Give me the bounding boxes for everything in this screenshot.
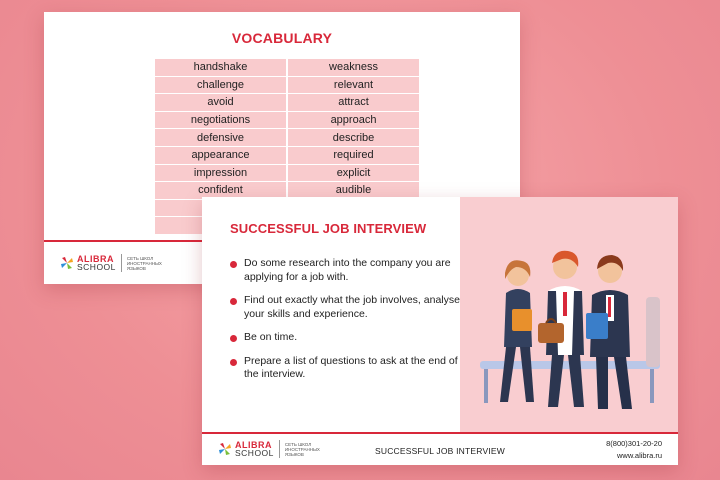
table-cell: weakness xyxy=(287,59,419,76)
table-cell: audible xyxy=(287,182,419,200)
logo-tagline: СЕТЬ ШКОЛ ИНОСТРАННЫХ ЯЗЫКОВ xyxy=(126,255,162,271)
job-candidates-illustration xyxy=(460,197,678,432)
table-cell: appearance xyxy=(155,146,287,164)
table-cell: attract xyxy=(287,94,419,112)
contact-info xyxy=(606,438,662,462)
table-row xyxy=(155,94,419,112)
table-cell: describe xyxy=(287,129,419,147)
table-row xyxy=(155,129,419,147)
table-row xyxy=(155,146,419,164)
table-cell: approach xyxy=(287,111,419,129)
table-cell: handshake xyxy=(155,59,287,76)
table-cell: relevant xyxy=(287,76,419,94)
logo-line2: SCHOOL xyxy=(77,262,116,272)
table-cell: negotiations xyxy=(155,111,287,129)
table-cell: defensive xyxy=(155,129,287,147)
vocabulary-title: VOCABULARY xyxy=(231,30,333,46)
table-row xyxy=(155,164,419,182)
table-row xyxy=(155,59,419,76)
footer-title: SUCCESSFUL JOB INTERVIEW xyxy=(375,446,505,456)
alibra-logo xyxy=(60,254,161,272)
tips-list xyxy=(230,257,462,392)
logo-line1: ALIBRA xyxy=(77,254,114,264)
logo-line1: ALIBRA xyxy=(235,440,272,450)
table-cell: challenge xyxy=(155,76,287,94)
logo-tagline: СЕТЬ ШКОЛ ИНОСТРАННЫХ ЯЗЫКОВ xyxy=(284,441,320,457)
alibra-logo-icon xyxy=(60,256,74,270)
list-item: Prepare a list of questions to ask at the end of the interview. xyxy=(230,355,462,382)
table-cell: required xyxy=(287,146,419,164)
table-cell: avoid xyxy=(155,94,287,112)
footer-divider xyxy=(202,432,678,434)
slide-title: SUCCESSFUL JOB INTERVIEW xyxy=(230,221,427,236)
table-cell: confident xyxy=(155,182,287,200)
list-item: Find out exactly what the job involves, analyse your skills and experience. xyxy=(230,294,462,321)
table-row xyxy=(155,76,419,94)
list-item: Be on time. xyxy=(230,331,462,345)
table-row xyxy=(155,111,419,129)
job-interview-slide xyxy=(202,197,678,465)
table-cell: impression xyxy=(155,164,287,182)
list-item: Do some research into the company you are applying for a job with. xyxy=(230,257,462,284)
phone-number: 8(800)301-20-20 xyxy=(606,439,662,448)
logo-line2: SCHOOL xyxy=(235,448,274,458)
table-cell: explicit xyxy=(287,164,419,182)
website-link: www.alibra.ru xyxy=(616,451,662,460)
